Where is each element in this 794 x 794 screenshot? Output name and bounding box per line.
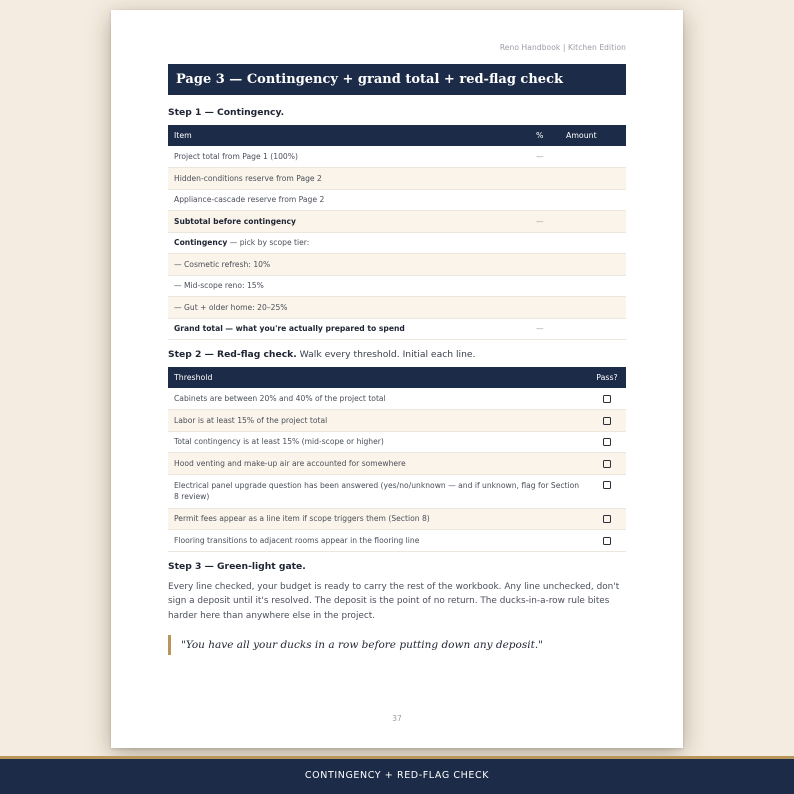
table-row [168,297,626,319]
threshold-text: Total contingency is at least 15% (mid-scope or higher) [168,431,588,453]
row-amount-cell[interactable] [560,168,626,190]
pass-cell [588,431,626,453]
table-row [168,275,626,297]
table-row [168,254,626,276]
step3-heading: Step 3 — Green-light gate. [168,560,306,572]
row-item-rest: — pick by scope tier: [227,238,310,248]
pass-checkbox[interactable] [603,460,611,468]
threshold-text: Labor is at least 15% of the project total [168,410,588,432]
contingency-table-header [168,125,626,146]
table-row [168,410,626,432]
row-pct [530,168,560,190]
table-row [168,508,626,530]
red-flag-table-header [168,367,626,388]
header-pass: Pass? [588,367,626,388]
pass-cell [588,453,626,475]
pass-cell [588,388,626,410]
table-row [168,318,626,340]
table-row [168,211,626,233]
row-amount-cell[interactable] [560,232,626,254]
row-item: Appliance-cascade reserve from Page 2 [168,189,530,211]
row-item: — Cosmetic refresh: 10% [168,254,530,276]
row-item: Hidden-conditions reserve from Page 2 [168,168,530,190]
row-amount-cell[interactable] [560,211,626,233]
row-pct [530,297,560,319]
pass-checkbox[interactable] [603,395,611,403]
running-head: Reno Handbook | Kitchen Edition [499,43,626,52]
table-row [168,168,626,190]
row-pct [530,189,560,211]
table-row [168,146,626,168]
document-page [111,10,683,748]
page-title: Page 3 — Contingency + grand total + red-flag check [168,64,626,95]
row-pct: — [530,318,560,340]
pass-checkbox[interactable] [603,481,611,489]
page-number: 37 [392,714,402,723]
step2-heading [168,348,626,367]
threshold-text: Cabinets are between 20% and 40% of the project total [168,388,588,410]
pass-cell [588,530,626,552]
threshold-text: Hood venting and make-up air are accounted for somewhere [168,453,588,475]
table-row [168,474,626,508]
red-flag-table [168,367,626,552]
row-item: — Gut + older home: 20–25% [168,297,530,319]
pass-checkbox[interactable] [603,417,611,425]
row-item [168,232,530,254]
pass-cell [588,474,626,508]
table-row [168,530,626,552]
row-amount-cell[interactable] [560,146,626,168]
threshold-text: Flooring transitions to adjacent rooms appear in the flooring line [168,530,588,552]
step1-heading: Step 1 — Contingency. [168,107,285,118]
contingency-table [168,125,626,340]
row-pct [530,254,560,276]
row-pct [530,232,560,254]
row-pct: — [530,146,560,168]
table-row [168,388,626,410]
row-item: Subtotal before contingency [168,211,530,233]
row-item: Grand total — what you're actually prepared to spend [168,318,530,340]
header-threshold: Threshold [168,367,588,388]
step2-heading-bold: Step 2 — Red-flag check. [168,349,297,360]
pass-checkbox[interactable] [603,438,611,446]
header-amount: Amount [560,125,626,146]
pull-quote: "You have all your ducks in a row before putting down any deposit." [168,635,626,655]
row-amount-cell[interactable] [560,318,626,340]
row-amount-cell[interactable] [560,254,626,276]
pass-cell [588,508,626,530]
row-item-bold: Contingency [174,238,228,248]
row-amount-cell[interactable] [560,189,626,211]
header-pct: % [530,125,560,146]
row-amount-cell[interactable] [560,297,626,319]
row-pct: — [530,211,560,233]
table-row [168,232,626,254]
step2-heading-rest: Walk every threshold. Initial each line. [296,349,476,360]
row-amount-cell[interactable] [560,275,626,297]
page-content [168,106,626,655]
footer-band: CONTINGENCY + RED-FLAG CHECK [0,756,794,794]
table-row [168,453,626,475]
threshold-text: Electrical panel upgrade question has been answered (yes/no/unknown — and if unknown, flag for Section 8 review) [168,474,588,508]
row-item: Project total from Page 1 (100%) [168,146,530,168]
pass-cell [588,410,626,432]
pass-checkbox[interactable] [603,537,611,545]
threshold-text: Permit fees appear as a line item if scope triggers them (Section 8) [168,508,588,530]
header-item: Item [168,125,530,146]
pass-checkbox[interactable] [603,515,611,523]
step3-paragraph: Every line checked, your budget is ready to carry the rest of the workbook. Any line unchecked, don't sign a deposit until it's resolved. The deposit is the point of no return. The ducks-in-a-row rule bites harder here than anywhere else in the project. [168,581,620,621]
row-item: — Mid-scope reno: 15% [168,275,530,297]
table-row [168,431,626,453]
row-pct [530,275,560,297]
table-row [168,189,626,211]
